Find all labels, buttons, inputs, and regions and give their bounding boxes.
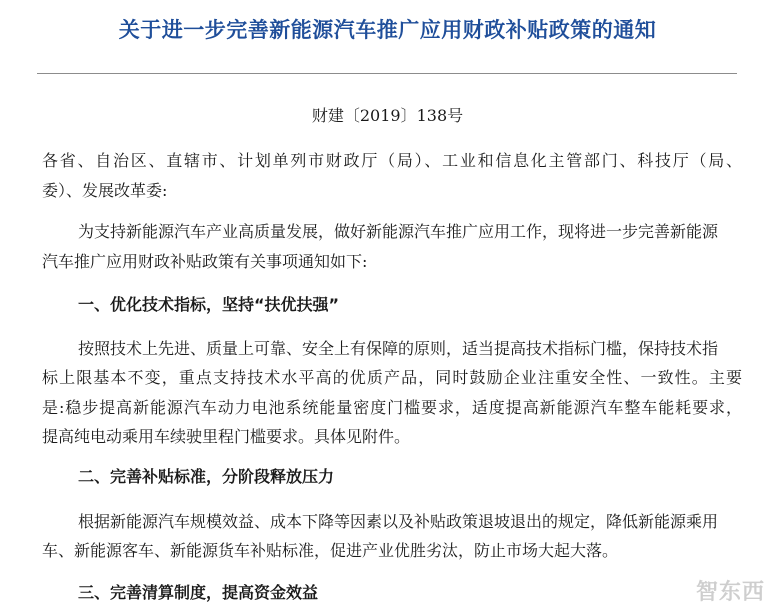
section-2-line-1: 根据新能源汽车规模效益、成本下降等因素以及补贴政策退坡退出的规定，降低新能源乘用 [78,512,719,531]
title-divider [37,73,737,74]
section-1-heading: 一、优化技术指标，坚持“扶优扶强” [78,295,340,314]
section-1-line-4: 提高纯电动乘用车续驶里程门槛要求。具体见附件。 [42,427,411,446]
section-1-line-3: 是:稳步提高新能源汽车动力电池系统能量密度门槛要求，适度提高新能源汽车整车能耗要求， [42,398,742,417]
section-1-line-2: 标上限基本不变，重点支持技术水平高的优质产品，同时鼓励企业注重安全性、一致性。主要 [42,368,742,387]
addressees-line-1: 各省、自治区、直辖市、计划单列市财政厅（局）、工业和信息化主管部门、科技厅（局、 [42,151,742,170]
intro-line-1: 为支持新能源汽车产业高质量发展，做好新能源汽车推广应用工作，现将进一步完善新能源 [78,222,719,241]
watermark-logo: 智东西 [695,580,765,605]
section-2-heading: 二、完善补贴标准，分阶段释放压力 [78,467,335,486]
document-number: 财建〔2019〕138号 [311,106,464,125]
addressees-line-2: 委）、发展改革委: [42,181,168,200]
section-3-heading: 三、完善清算制度，提高资金效益 [78,583,319,602]
document-title: 关于进一步完善新能源汽车推广应用财政补贴政策的通知 [118,18,657,42]
intro-line-2: 汽车推广应用财政补贴政策有关事项通知如下: [42,252,368,271]
section-1-line-1: 按照技术上先进、质量上可靠、安全上有保障的原则，适当提高技术指标门槛，保持技术指 [78,339,719,358]
section-2-line-2: 车、新能源客车、新能源货车补贴标准，促进产业优胜劣汰，防止市场大起大落。 [42,541,619,560]
